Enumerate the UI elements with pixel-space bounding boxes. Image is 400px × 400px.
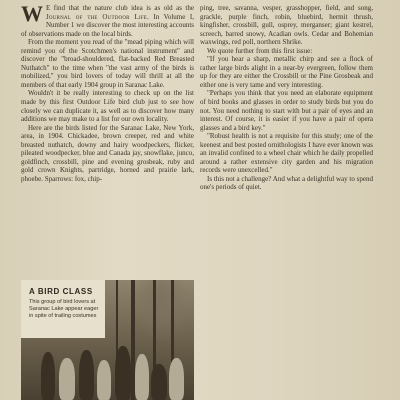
person-figure xyxy=(97,360,111,400)
paragraph: ping, tree, savanna, vesper, grasshopper, field, and song, grackle, purple finch, robin, bluebird, hermit thrush, kingfisher, crossbill, gull, osprey, merganser; giant kestrel, screech, barred snowy, Acadian owls. Cedar and Bohemian waxwings, red poll, northern Shrike. xyxy=(200,4,373,47)
paragraph-text: E find that the nature club idea is as old as the xyxy=(46,4,194,12)
person-figure xyxy=(135,354,149,400)
right-text-column xyxy=(200,4,373,388)
photo-caption-text: This group of bird lovers at Saranac Lake appear eager in spite of trailing costumes xyxy=(29,299,99,319)
paragraph: "Robust health is not a requisite for this study; one of the keenest and best posted ornithologists I have ever known was an invalid confined to a wheel chair which he daily propelled around a rather extensive city garden and his migration records were unexcelled." xyxy=(200,132,373,175)
person-figure xyxy=(41,352,55,400)
paragraph: From the moment you read of the "mead piping which will remind you of the Scotchmen's national instrument" and discover the "broad-shouldered, flat-backed Red Breasted Nuthatch" to the time when "the vast army of the birds is mobilized," you bird lovers of today will thrill at all the members of that early 1904 group in Saranac Lake. xyxy=(21,38,194,89)
paragraph: Wouldn't it be really interesting to check up on the list made by this first Outdoor Life bird club just to see how closely we can duplicate it, as well as to discover how many additions we may make to a list for our own locality. xyxy=(21,89,194,124)
person-figure xyxy=(79,350,94,400)
paragraph: Here are the birds listed for the Saranac Lake, New York, area, in 1904. Chickadee, brown creeper, red and white breasted nuthatch, downy and hairy woodpeckers, flicker, pileated woodpecker, blue and Canada jay, snowflake, junco, goldfinch, crossbill, pine and evening grosbeak, ruby and gold crown Knights, partridge, horned and prairie lark, phoebe. Sparrows: fox, chip- xyxy=(21,123,194,183)
person-figure xyxy=(169,358,184,400)
paragraph: Is this not a challenge? And what a delightful way to spend one's periods of quiet. xyxy=(200,174,373,192)
person-figure xyxy=(59,358,75,400)
drop-cap: W xyxy=(21,4,43,26)
left-text-column xyxy=(21,4,194,278)
photo-caption-title: A BIRD CLASS xyxy=(29,287,93,296)
paragraph xyxy=(21,4,194,38)
photo-caption-box xyxy=(21,280,105,338)
person-figure xyxy=(151,364,167,400)
tree-trunk xyxy=(116,280,118,360)
paragraph: "Perhaps you think that you need an elaborate equipment of bird books and glasses in order to study birds but you do not. You need nothing to start with but a pair of eyes and an interest. Of course, it is easier if you have a pair of opera glasses and a bird key." xyxy=(200,89,373,132)
paragraph: We quote further from this first issue: xyxy=(207,46,313,55)
paragraph: "If you hear a sharp, metallic chirp and see a flock of rather large birds alight in a near-by evergreen, follow them up for they are either the Crossbill or the Pine Grosbeak and either one is very tame and very interesting. xyxy=(200,55,373,89)
person-figure xyxy=(115,346,131,400)
bird-class-photo xyxy=(21,280,194,400)
paragraph-text: . In Volume I, Number 1 we discover the most interesting accounts of observations made on the local birds. xyxy=(21,12,194,38)
journal-title: Journal of the Outdoor Life xyxy=(46,12,148,21)
